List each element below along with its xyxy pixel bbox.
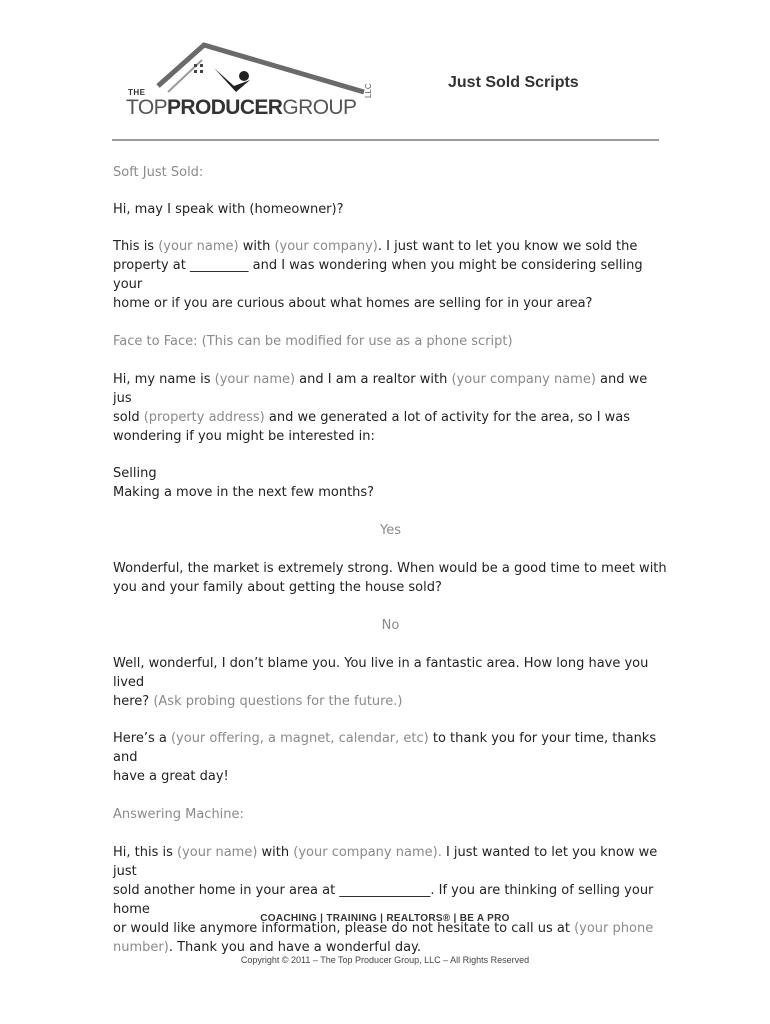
soft-paragraph (113, 237, 668, 313)
face-text-4: and we generated a lot of activity for the area, so I was wondering if you might be interested in: (113, 410, 631, 444)
machine-your-name: (your name) (177, 845, 258, 860)
face-paragraph (113, 370, 668, 446)
company-logo (118, 42, 378, 122)
logo-llc-text: LLC (364, 83, 373, 98)
soft-heading: Soft Just Sold: (113, 165, 204, 180)
yes-paragraph: Wonderful, the market is extremely strong. When would be a good time to meet with you and your family about getting the house sold? (113, 561, 667, 595)
machine-your-phone: (your phone number) (113, 921, 654, 955)
option-selling: Selling (113, 466, 157, 481)
thanks-your-offering: (your offering, a magnet, calendar, etc) (170, 731, 429, 746)
option-moving: Making a move in the next few months? (113, 485, 375, 500)
face-property-address: (property address) (143, 410, 265, 425)
machine-text-1: Hi, this is (113, 845, 178, 860)
soft-text-1: This is (113, 239, 159, 254)
soft-your-name: (your name) (158, 239, 239, 254)
machine-your-company-name: (your company name). (293, 845, 442, 860)
footer-copyright: Copyright © 2011 – The Top Producer Group, LLC – All Rights Reserved (240, 955, 530, 965)
machine-heading: Answering Machine: (113, 807, 244, 822)
soft-text-3: . I just want to let you know we sold the property at _________ and I was wondering when you might be considering selling your home or if you are curious about what homes are selling for in your area? (113, 239, 643, 311)
face-text-1: Hi, my name is (113, 372, 215, 387)
yes-label: Yes (380, 523, 401, 538)
script-body (113, 163, 668, 957)
footer-tagline: COACHING | TRAINING | REALTORS® | BE A PRO (260, 913, 510, 924)
logo-producer-text: PRODUCER (167, 96, 283, 119)
face-text-2: and I am a realtor with (295, 372, 452, 387)
face-heading: Face to Face: (This can be modified for use as a phone script) (113, 334, 513, 349)
soft-text-2: with (238, 239, 275, 254)
page-title: Just Sold Scripts (448, 74, 579, 91)
face-text-3: and we jus sold (113, 372, 648, 425)
no-probing-note: (Ask probing questions for the future.) (153, 694, 403, 709)
thanks-paragraph (113, 729, 668, 786)
logo-group-text: GROUP (282, 96, 357, 119)
soft-your-company: (your company) (274, 239, 378, 254)
thanks-text-2: to thank you for your time, thanks and have a great day! (113, 731, 657, 784)
machine-text-4: . Thank you and have a wonderful day. (168, 940, 422, 955)
thanks-text-1: Here’s a (113, 731, 171, 746)
no-label: No (381, 618, 400, 633)
machine-paragraph (113, 843, 668, 957)
no-paragraph (113, 654, 668, 711)
house-roof-icon (118, 42, 378, 102)
face-your-name: (your name) (214, 372, 296, 387)
logo-the-text: THE (128, 88, 146, 97)
header-divider (112, 139, 659, 141)
machine-text-2: with (257, 845, 294, 860)
soft-greeting: Hi, may I speak with (homeowner)? (113, 202, 344, 217)
logo-top-text: TOP (126, 96, 167, 119)
logo-wordmark (126, 96, 356, 120)
machine-text-3: I just wanted to let you know we just sold another home in your area at ______________. If you are thinking of selling your home or would like anymore information, please do not hesitate to call us at (113, 845, 658, 936)
no-text-1: Well, wonderful, I don’t blame you. You live in a fantastic area. How long have you lived here? (113, 656, 649, 709)
face-your-company-name: (your company name) (451, 372, 596, 387)
